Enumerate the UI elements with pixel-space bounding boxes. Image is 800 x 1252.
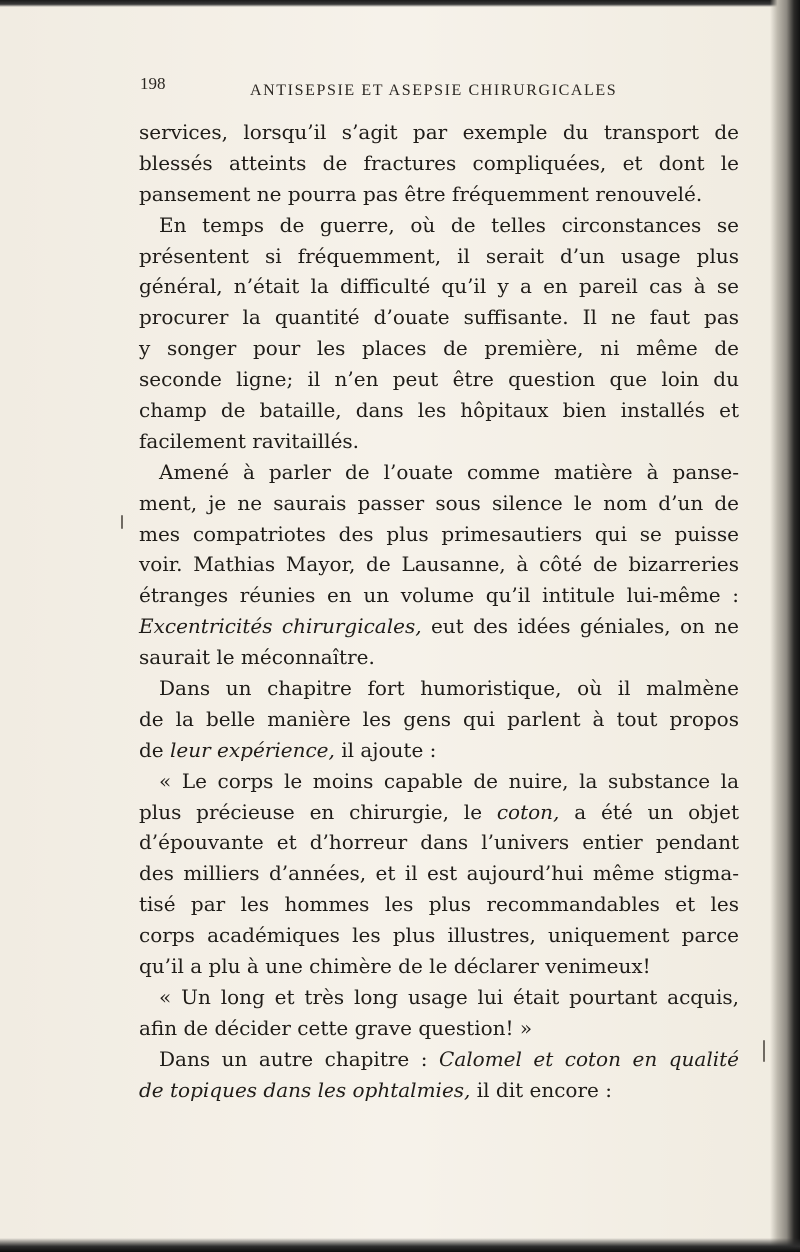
text-segment: « Un long et très long usage lui était pourtant acquis, [159,984,739,1009]
text-segment: En temps de guerre, où de telles circonstances se [159,212,739,237]
text-line [139,673,739,704]
text-segment: tisé par les hommes les plus recommandables et les [139,892,739,917]
text-segment: étranges réunies en un volume qu’il intitule lui-même : [139,583,739,608]
text-line [139,457,739,488]
text-segment: facilement ravitaillés. [139,428,360,453]
margin-mark [121,515,123,529]
text-line [139,488,739,519]
text-segment: seconde ligne; il n’en peut être question que loin du [139,367,739,392]
text-line [139,364,739,395]
text-segment: services, lorsqu’il s’agit par exemple du transport de [139,120,739,144]
text-segment: il ajoute : [334,737,437,762]
text-segment: « Le corps le moins capable de nuire, la substance la [159,768,739,793]
italic-text: Excentricités chirurgicales, [139,614,422,639]
text-line [139,797,739,828]
running-title: ANTISEPSIE ET ASEPSIE CHIRURGICALES [250,82,618,99]
text-segment: qu’il a plu à une chimère de le déclarer venimeux! [139,954,651,979]
text-segment: ment, je ne saurais passer sous silence le nom d’un de [139,490,739,515]
body-text [139,117,739,1106]
page-number: 198 [140,74,166,93]
italic-text: leur expérience, [170,737,335,762]
italic-text: de topiques dans les ophtalmies, [139,1077,471,1102]
text-line [139,333,739,364]
text-segment: Dans un autre chapitre : [159,1046,440,1071]
text-line [139,179,739,210]
text-line [139,117,739,148]
text-line [139,271,739,302]
text-segment: saurait le méconnaître. [139,645,375,670]
text-segment: procurer la quantité d’ouate suffisante. Il ne faut pas [139,305,739,330]
text-segment: général, n’était la difficulté qu’il y a en pareil cas à se [139,274,739,299]
text-line [139,704,739,735]
text-line [139,611,739,642]
scan-bottom-edge [0,1238,800,1252]
text-line [139,982,739,1013]
text-line [139,642,739,673]
text-line [139,580,739,611]
text-segment: des milliers d’années, et il est aujourd’hui même stigma- [139,861,739,886]
text-segment: y songer pour les places de première, ni même de [139,336,739,361]
text-line [139,858,739,889]
text-segment: il dit encore : [470,1077,612,1102]
scan-top-edge [0,0,800,7]
text-line [139,889,739,920]
italic-text: Calomel et coton en qualité [439,1046,739,1071]
text-segment: voir. Mathias Mayor, de Lausanne, à côté de bizarreries [139,552,739,577]
text-line [139,241,739,272]
text-line [139,1044,739,1075]
text-line [139,1013,739,1044]
text-segment: a été un objet [559,799,739,824]
scan-right-edge [770,0,800,1252]
text-line [139,920,739,951]
text-line [139,951,739,982]
text-segment: corps académiques les plus illustres, uniquement parce [139,923,739,948]
text-line [139,549,739,580]
text-segment: de la belle manière les gens qui parlent à tout propos [139,706,739,731]
text-segment: Dans un chapitre fort humoristique, où il malmène [159,676,739,701]
text-segment: d’épouvante et d’horreur dans l’univers entier pendant [139,830,739,855]
text-line [139,395,739,426]
text-segment: blessés atteints de fractures compliquées, et dont le [139,150,739,175]
text-segment: pansement ne pourra pas être fréquemment renouvelé. [139,181,703,206]
text-line [139,148,739,179]
margin-mark [763,1040,765,1062]
text-segment: Amené à parler de l’ouate comme matière à panse- [159,459,739,484]
text-segment: afin de décider cette grave question! » [139,1015,533,1040]
text-segment: eut des idées géniales, on ne [421,614,739,639]
text-segment: de [139,737,170,762]
text-line [139,210,739,241]
text-line [139,735,739,766]
text-segment: champ de bataille, dans les hôpitaux bien installés et [139,398,739,423]
page-header [140,74,740,104]
text-line [139,766,739,797]
text-line [139,426,739,457]
text-line [139,1075,739,1106]
text-segment: plus précieuse en chirurgie, le [139,799,497,824]
text-line [139,302,739,333]
text-line [139,827,739,858]
italic-text: coton, [496,799,560,824]
text-line [139,519,739,550]
text-segment: présentent si fréquemment, il serait d’un usage plus [139,243,739,268]
text-segment: mes compatriotes des plus primesautiers qui se puisse [139,521,739,546]
